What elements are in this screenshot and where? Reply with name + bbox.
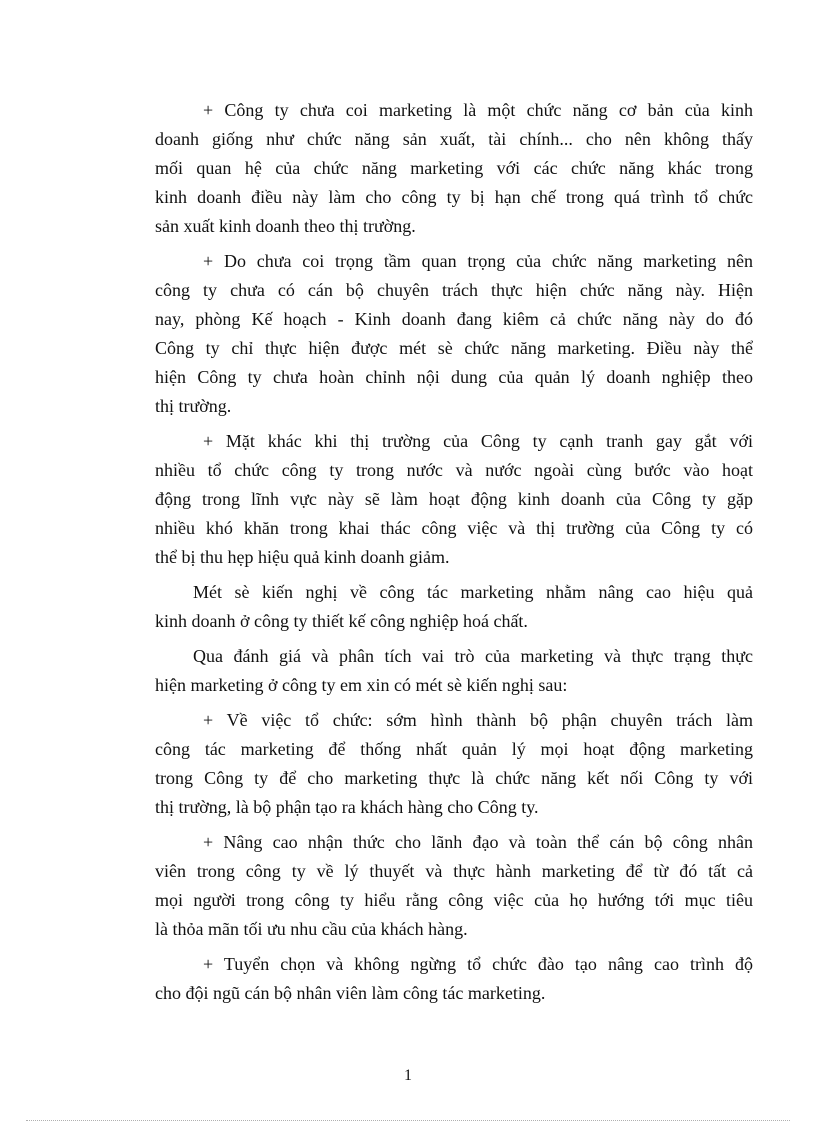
paragraph-line: nhiều tổ chức công ty trong nước và nước ngoài cùng bước vào hoạt bbox=[155, 460, 753, 480]
paragraph-line: cho đội ngũ cán bộ nhân viên làm công tác marketing. bbox=[155, 983, 546, 1003]
page-number: 1 bbox=[404, 1067, 412, 1084]
paragraph-line: thị trường, là bộ phận tạo ra khách hàng cho Công ty. bbox=[155, 797, 539, 817]
paragraph-line: nay, phòng Kế hoạch - Kinh doanh đang kiêm cả chức năng này do đó bbox=[155, 309, 753, 329]
paragraph-line: công ty chưa có cán bộ chuyên trách thực hiện chức năng này. Hiện bbox=[155, 280, 753, 300]
paragraph-line: động trong lĩnh vực này sẽ làm hoạt động kinh doanh của Công ty gặp bbox=[155, 489, 753, 509]
paragraph-line: + Công ty chưa coi marketing là một chức năng cơ bản của kinh bbox=[203, 100, 753, 120]
body-paragraph bbox=[155, 642, 753, 700]
paragraph-line: viên trong công ty về lý thuyết và thực hành marketing để từ đó tất cả bbox=[155, 861, 753, 881]
paragraph-line: mối quan hệ của chức năng marketing với các chức năng khác trong bbox=[155, 158, 753, 178]
body-paragraph bbox=[155, 578, 753, 636]
paragraph-line: Mét sè kiến nghị về công tác marketing nhằm nâng cao hiệu quả bbox=[193, 582, 753, 602]
body-paragraph bbox=[155, 96, 753, 241]
body-paragraph bbox=[155, 706, 753, 822]
paragraph-line: hiện Công ty chưa hoàn chỉnh nội dung của quản lý doanh nghiệp theo bbox=[155, 367, 753, 387]
paragraph-line: Công ty chỉ thực hiện được mét sè chức năng marketing. Điều này thể bbox=[155, 338, 753, 358]
footer-divider bbox=[26, 1120, 790, 1121]
paragraph-line: thị trường. bbox=[155, 396, 232, 416]
body-paragraph bbox=[155, 247, 753, 421]
paragraph-line: + Về việc tổ chức: sớm hình thành bộ phận chuyên trách làm bbox=[203, 710, 753, 730]
paragraph-line: hiện marketing ở công ty em xin có mét sè kiến nghị sau: bbox=[155, 675, 568, 695]
document-body bbox=[155, 96, 753, 1014]
paragraph-line: + Mặt khác khi thị trường của Công ty cạnh tranh gay gắt với bbox=[203, 431, 753, 451]
paragraph-line: công tác marketing để thống nhất quản lý mọi hoạt động marketing bbox=[155, 739, 753, 759]
body-paragraph bbox=[155, 427, 753, 572]
paragraph-line: kinh doanh ở công ty thiết kế công nghiệp hoá chất. bbox=[155, 611, 528, 631]
paragraph-line: nhiều khó khăn trong khai thác công việc và thị trường của Công ty có bbox=[155, 518, 753, 538]
paragraph-line: + Tuyển chọn và không ngừng tổ chức đào tạo nâng cao trình độ bbox=[203, 954, 753, 974]
paragraph-line: trong Công ty để cho marketing thực là chức năng kết nối Công ty với bbox=[155, 768, 753, 788]
paragraph-line: mọi người trong công ty hiểu rằng công việc của họ hướng tới mục tiêu bbox=[155, 890, 753, 910]
paragraph-line: kinh doanh điều này làm cho công ty bị hạn chế trong quá trình tổ chức bbox=[155, 187, 753, 207]
paragraph-line: + Nâng cao nhận thức cho lãnh đạo và toàn thể cán bộ công nhân bbox=[203, 832, 753, 852]
paragraph-line: doanh giống như chức năng sản xuất, tài chính... cho nên không thấy bbox=[155, 129, 753, 149]
paragraph-line: là thỏa mãn tối ưu nhu cầu của khách hàng. bbox=[155, 919, 468, 939]
body-paragraph bbox=[155, 950, 753, 1008]
body-paragraph bbox=[155, 828, 753, 944]
paragraph-line: thể bị thu hẹp hiệu quả kinh doanh giảm. bbox=[155, 547, 450, 567]
paragraph-line: Qua đánh giá và phân tích vai trò của marketing và thực trạng thực bbox=[193, 646, 753, 666]
paragraph-line: + Do chưa coi trọng tầm quan trọng của chức năng marketing nên bbox=[203, 251, 753, 271]
paragraph-line: sản xuất kinh doanh theo thị trường. bbox=[155, 216, 416, 236]
